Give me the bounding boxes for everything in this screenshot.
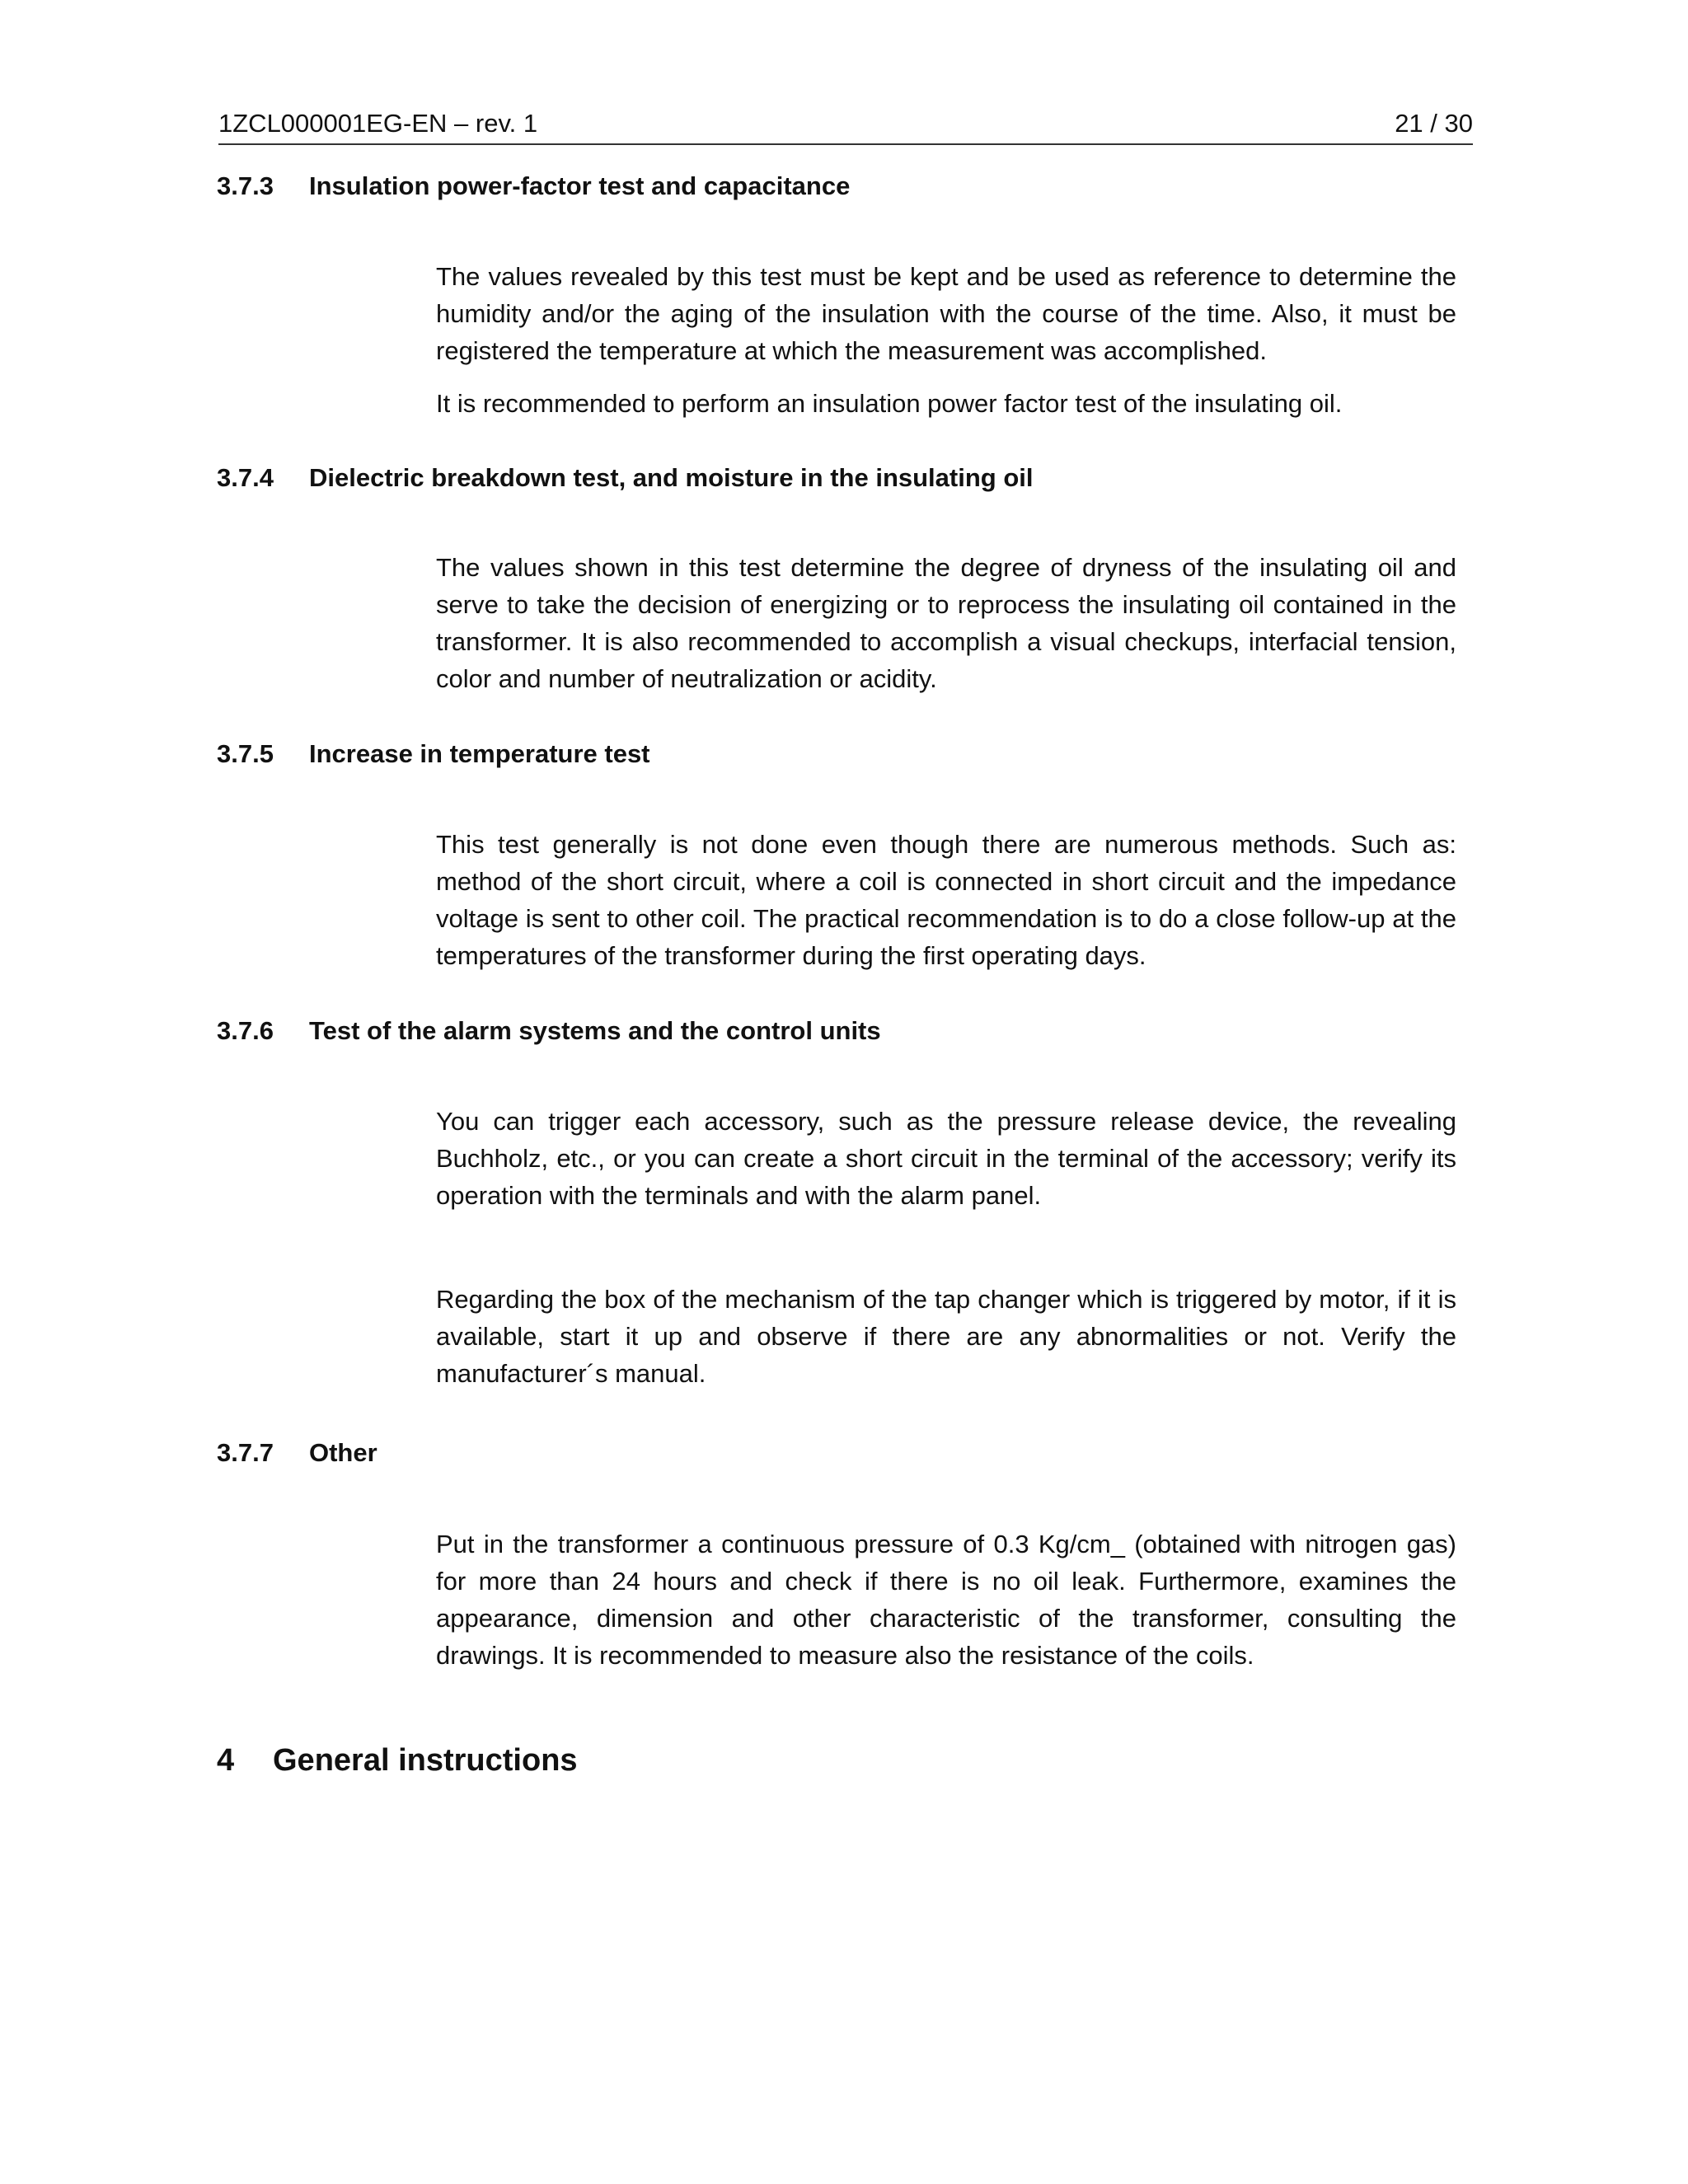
paragraph: You can trigger each accessory, such as the pressure release device, the revealing Buchholz, etc., or you can create a short circuit in the terminal of the accessory; verify its operation with the terminals and with the alarm panel.: [436, 1107, 1456, 1210]
chapter-number: 4: [217, 1743, 235, 1778]
section-number: 3.7.5: [217, 739, 274, 768]
paragraph: Put in the transformer a continuous pressure of 0.3 Kg/cm_ (obtained with nitrogen gas) for more than 24 hours and check if there is no oil leak. Furthermore, examines the appearance, dimension and other characteristic of the transformer, consulting the drawings. It is recommended to measure also the resistance of the coils.: [436, 1530, 1456, 1670]
chapter-heading: [217, 1742, 578, 1779]
section-title: Increase in temperature test: [309, 739, 650, 768]
page-number: 21 / 30: [1395, 109, 1473, 138]
document-id: 1ZCL000001EG-EN – rev. 1: [218, 109, 538, 138]
section-title: Test of the alarm systems and the control units: [309, 1016, 881, 1045]
chapter-title: General instructions: [273, 1743, 578, 1778]
section-heading-3-7-3: [217, 171, 850, 201]
section-title: Dielectric breakdown test, and moisture in the insulating oil: [309, 463, 1034, 492]
section-heading-3-7-7: [217, 1438, 377, 1468]
paragraph: This test generally is not done even though there are numerous methods. Such as: method of the short circuit, where a coil is connected in short circuit and the impedance voltage is sent to other coil. The practical recommendation is to do a close follow-up at the temperatures of the transformer during the first operating days.: [436, 830, 1456, 970]
section-number: 3.7.3: [217, 171, 274, 200]
paragraph: The values revealed by this test must be kept and be used as reference to determine the humidity and/or the aging of the insulation with the course of the time. Also, it must be registered the temperature at which the measurement was accomplished.: [436, 262, 1456, 365]
section-heading-3-7-6: [217, 1016, 881, 1046]
page-header: [218, 105, 1473, 145]
paragraph: The values shown in this test determine the degree of dryness of the insulating oil and serve to take the decision of energizing or to reprocess the insulating oil contained in the transformer. It is also recommended to accomplish a visual checkups, interfacial tension, color and number of neutralization or acidity.: [436, 553, 1456, 693]
section-number: 3.7.7: [217, 1438, 274, 1467]
section-number: 3.7.4: [217, 463, 274, 492]
paragraph: Regarding the box of the mechanism of the tap changer which is triggered by motor, if it is available, start it up and observe if there are any abnormalities or not. Verify the manufacturer´s manual.: [436, 1285, 1456, 1388]
section-number: 3.7.6: [217, 1016, 274, 1045]
section-title: Insulation power-factor test and capacitance: [309, 171, 851, 200]
section-heading-3-7-4: [217, 463, 1034, 493]
section-title: Other: [309, 1438, 377, 1467]
paragraph: It is recommended to perform an insulation power factor test of the insulating oil.: [436, 389, 1343, 418]
section-heading-3-7-5: [217, 739, 650, 769]
